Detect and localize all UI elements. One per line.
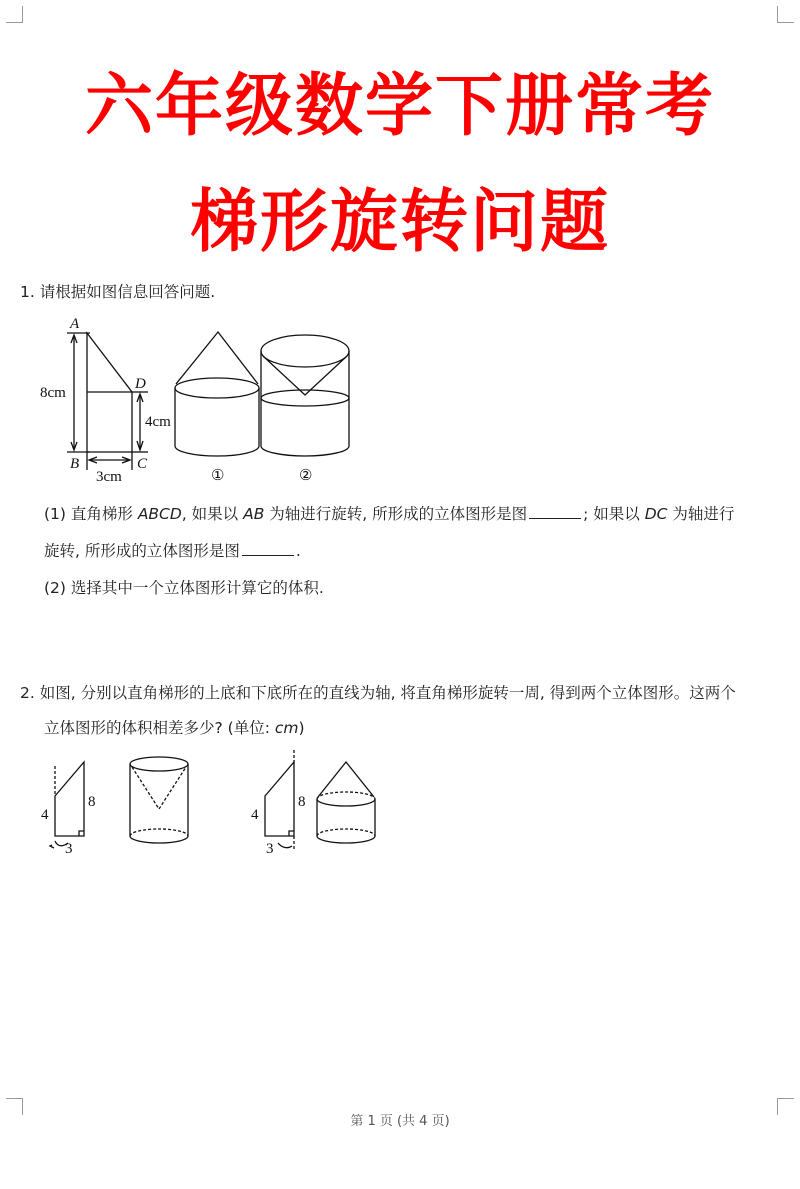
q1-part1-line2: 旋转, 所形成的立体图形是图 . xyxy=(44,542,301,560)
label-a: A xyxy=(70,316,80,332)
label-d: D xyxy=(135,376,146,392)
solid-figure-2 xyxy=(261,335,349,456)
question-2-line2: 立体图形的体积相差多少? (单位: cm) xyxy=(44,719,305,737)
label-3cm: 3cm xyxy=(96,469,122,485)
answer-blank-2[interactable] xyxy=(242,555,294,556)
q2-solid-left xyxy=(130,757,188,843)
question-1-stem: 1. 请根据如图信息回答问题. xyxy=(20,283,216,301)
q2-solid-right xyxy=(317,762,375,843)
label-figure-2: ② xyxy=(299,468,313,484)
label-4cm: 4cm xyxy=(145,414,171,430)
label-3-left: 3 xyxy=(65,841,73,857)
solid-figure-1 xyxy=(175,332,259,456)
question-2-line1: 2. 如图, 分别以直角梯形的上底和下底所在的直线为轴, 将直角梯形旋转一周, 得到两个立体图形。这两个 xyxy=(20,684,736,702)
label-8-left: 8 xyxy=(88,794,96,810)
label-figure-1: ① xyxy=(211,468,225,484)
label-c: C xyxy=(137,456,148,472)
label-b: B xyxy=(70,456,80,472)
label-3-right: 3 xyxy=(266,841,274,857)
answer-blank-1[interactable] xyxy=(529,518,581,519)
q1-part1-line1: (1) 直角梯形 ABCD, 如果以 AB 为轴进行旋转, 所形成的立体图形是图 ; 如果以 DC 为轴进行 xyxy=(44,505,735,523)
label-4-left: 4 xyxy=(41,807,49,823)
label-4-right: 4 xyxy=(251,807,259,823)
label-8-right: 8 xyxy=(298,794,306,810)
page-title-line2: 梯形旋转问题 xyxy=(189,183,610,262)
page-title-line1: 六年级数学下册常考 xyxy=(84,67,715,146)
q1-trapezoid-figure xyxy=(67,333,148,470)
q2-trapezoid-left xyxy=(50,762,84,848)
q2-trapezoid-right xyxy=(265,750,294,850)
q1-part2: (2) 选择其中一个立体图形计算它的体积. xyxy=(44,579,324,597)
page-footer: 第 1 页 (共 4 页) xyxy=(350,1114,450,1129)
label-8cm: 8cm xyxy=(40,385,66,401)
